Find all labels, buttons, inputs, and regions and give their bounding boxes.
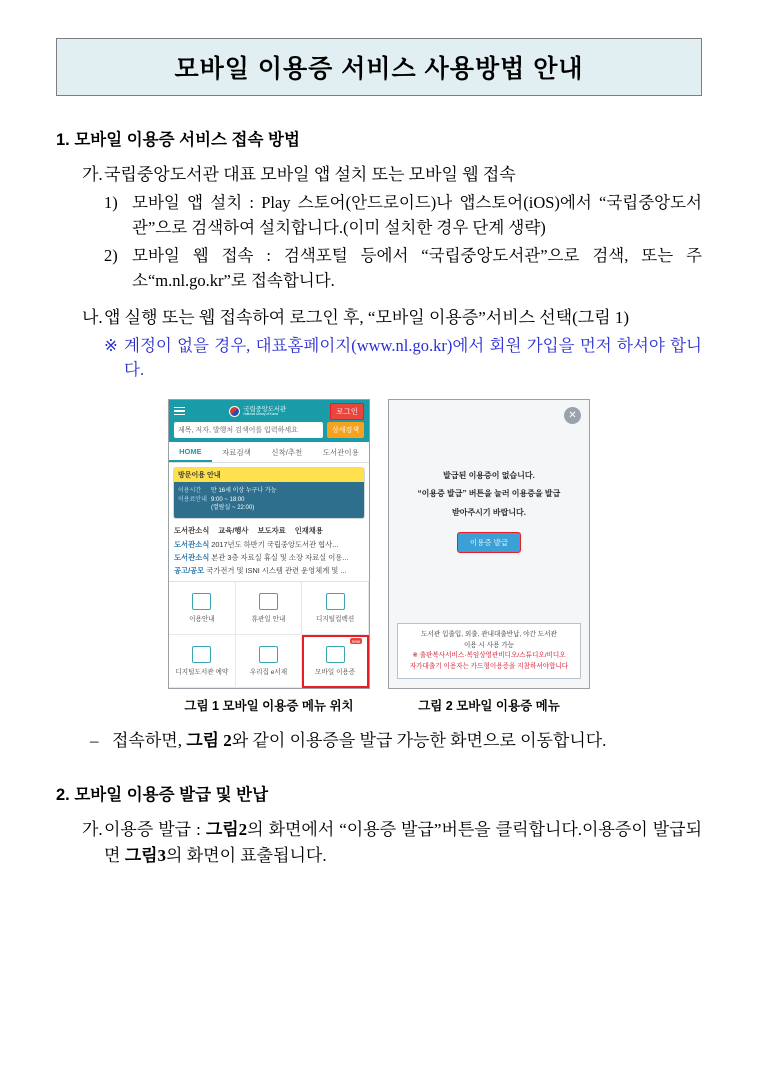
item-1a-1 (104, 191, 702, 241)
news-header-0[interactable]: 도서관소식 (174, 526, 210, 536)
news-row-2-tag: 공고/공모 (174, 565, 205, 575)
item-1a-1-text: 모바일 앱 설치 : Play 스토어(안드로이드)나 앱스토어(iOS)에서 “국립중앙도서관”으로 검색하여 설치합니다.(이미 설치한 경우 단계 생략) (132, 193, 702, 238)
item-2a (82, 817, 702, 870)
item-1-dash-text: 접속하면, 그림 2와 같이 이용증을 발급 가능한 화면으로 이동합니다. (112, 731, 607, 751)
item-1-dash (90, 728, 702, 754)
id-card-icon (326, 646, 345, 663)
quick-menu-mobile-card-label: 모바일 이용증 (315, 669, 356, 677)
list-item[interactable] (174, 565, 364, 578)
tab-new[interactable]: 신착/추천 (271, 448, 303, 458)
document-page (0, 38, 758, 1081)
news-header-2[interactable]: 보도자료 (257, 526, 286, 536)
figure-1 (168, 399, 370, 714)
news-row-1-tag: 도서관소식 (174, 552, 210, 562)
quick-menu-mobile-card[interactable] (302, 635, 369, 688)
notice-line-1: 도서관 입출입, 외출, 관내대출반납, 야간 도서관 (421, 631, 557, 638)
mobile-card-screenshot (388, 399, 590, 689)
news-list-headers (174, 525, 364, 539)
item-1a-marker: 가. (82, 165, 103, 184)
app-header (169, 400, 369, 422)
item-1b-text: 앱 실행 또는 웹 접속하여 로그인 후, “모바일 이용증”서비스 선택(그림 1) (104, 308, 630, 328)
login-button[interactable]: 로그인 (330, 403, 364, 420)
quick-menu-closed-days[interactable] (236, 582, 303, 635)
item-1-dash-marker: – (90, 731, 99, 751)
app-home-screenshot (168, 399, 370, 689)
figure-2 (388, 399, 590, 714)
banner-left-text: 이용시간 이용료안내 (178, 488, 207, 503)
new-badge: new (351, 638, 360, 644)
section-heading-1: 1. 모바일 이용증 서비스 접속 방법 (56, 131, 300, 149)
tab-search[interactable]: 자료검색 (221, 448, 251, 458)
close-icon[interactable]: ✕ (564, 407, 581, 424)
quick-menu-my-shelf-label: 우리집 e서재 (249, 669, 288, 677)
item-2a-marker: 가. (82, 819, 103, 839)
advanced-search-button[interactable]: 상세검색 (327, 422, 364, 438)
item-1a-2-text: 모바일 웹 접속 : 검색포털 등에서 “국립중앙도서관”으로 검색, 또는 주소“m.nl.go.kr”로 접속합니다. (132, 245, 702, 290)
note-marker: ※ (104, 335, 118, 355)
quick-menu-my-shelf[interactable] (236, 635, 303, 688)
empty-state-line-2: “이용증 발급” 버튼을 눌러 이용증을 발급 (417, 489, 561, 499)
library-logo (190, 406, 325, 417)
visit-info-banner[interactable] (173, 467, 365, 519)
list-item[interactable] (174, 539, 364, 552)
quick-menu-digital-collection-label: 디지털컬렉션 (316, 616, 355, 624)
bookshelf-icon (259, 646, 278, 663)
app-search-bar (169, 422, 369, 442)
banner-body (174, 482, 364, 518)
collection-icon (326, 593, 345, 610)
page-title-banner (56, 38, 702, 96)
item-1a-2-marker: 2) (104, 245, 118, 265)
news-row-0-tag: 도서관소식 (174, 540, 210, 550)
item-1a (82, 162, 702, 188)
quick-menu-grid (169, 581, 369, 688)
item-1b-note (104, 334, 702, 384)
notice-line-2: 이용 시 사용 가능 (463, 641, 515, 649)
section-heading-2: 2. 모바일 이용증 발급 및 반납 (56, 785, 269, 804)
quick-menu-digital-collection[interactable] (302, 582, 369, 635)
news-row-2-text: 국가전거 및 ISNI 시스템 관련 운영체계 및 ... (206, 565, 347, 575)
info-icon (192, 593, 211, 610)
issue-card-button[interactable]: 이용증 발급 (457, 532, 521, 553)
note-text: 계정이 없을 경우, 대표홈페이지(www.nl.go.kr)에서 회원 가입을 먼저 하셔야 합니다. (124, 335, 702, 380)
item-1a-text: 국립중앙도서관 대표 모바일 앱 설치 또는 모바일 웹 접속 (104, 165, 516, 184)
quick-menu-closed-days-label: 휴관일 안내 (251, 616, 286, 624)
notice-line-4: 자가대출기 이용자는 카드형이용증을 지참하셔야합니다 (409, 662, 569, 670)
news-header-3[interactable]: 인재채용 (294, 526, 323, 536)
figure-1-caption: 그림 1 모바일 이용증 메뉴 위치 (184, 699, 354, 714)
news-row-1-text: 본관 3층 자료실 휴실 및 소장 자료실 이용... (211, 552, 349, 562)
page-title: 모바일 이용증 서비스 사용방법 안내 (174, 55, 584, 83)
list-item[interactable] (174, 552, 364, 565)
logo-text: 국립중앙도서관 National Library of Korea (243, 405, 286, 416)
card-empty-state (389, 400, 589, 623)
notice-line-3: ※ 출판복사서비스·복임상영관비디오/스튜디오/비디오 (412, 652, 566, 660)
app-tab-bar (169, 442, 369, 463)
hamburger-menu-icon[interactable] (174, 407, 185, 416)
item-1a-2 (104, 244, 702, 294)
figure-2-caption: 그림 2 모바일 이용증 메뉴 (418, 699, 560, 714)
calendar-icon (259, 593, 278, 610)
item-1a-1-marker: 1) (104, 193, 118, 213)
quick-menu-digital-library-reservation-label: 디지털도서관 예약 (175, 669, 229, 677)
tab-home[interactable]: HOME (169, 442, 212, 462)
news-row-0-text: 2017년도 하반기 국립중앙도서관 협사... (211, 540, 339, 550)
tab-library-use[interactable]: 도서관이용 (322, 448, 359, 458)
empty-state-line-1: 발급된 이용증이 없습니다. (443, 471, 535, 481)
item-2a-text: 이용증 발급 : 그림2의 화면에서 “이용증 발급”버튼을 클릭합니다.이용증이 발급되면 그림3의 화면이 표출됩니다. (104, 819, 703, 865)
banner-title: 방문이용 안내 (174, 468, 364, 482)
figure-group (56, 399, 702, 714)
banner-right-text: 만 16세 이상 누구나 가능 9:00 ~ 18:00 (열람실 ~ 22:00) (210, 488, 277, 511)
logo-mark-icon (229, 406, 240, 417)
news-header-1[interactable]: 교육/행사 (218, 526, 249, 536)
quick-menu-guide[interactable] (169, 582, 236, 635)
search-input[interactable]: 제목, 저자, 발행처 검색어를 입력하세요 (174, 422, 323, 438)
card-notice-box (397, 623, 581, 679)
item-1b (82, 305, 702, 331)
quick-menu-guide-label: 이용안내 (189, 616, 215, 624)
item-1b-marker: 나. (82, 308, 103, 328)
empty-state-line-3: 받아주시기 바랍니다. (452, 508, 526, 518)
news-list (169, 523, 369, 577)
quick-menu-digital-library-reservation[interactable] (169, 635, 236, 688)
building-icon (192, 646, 211, 663)
